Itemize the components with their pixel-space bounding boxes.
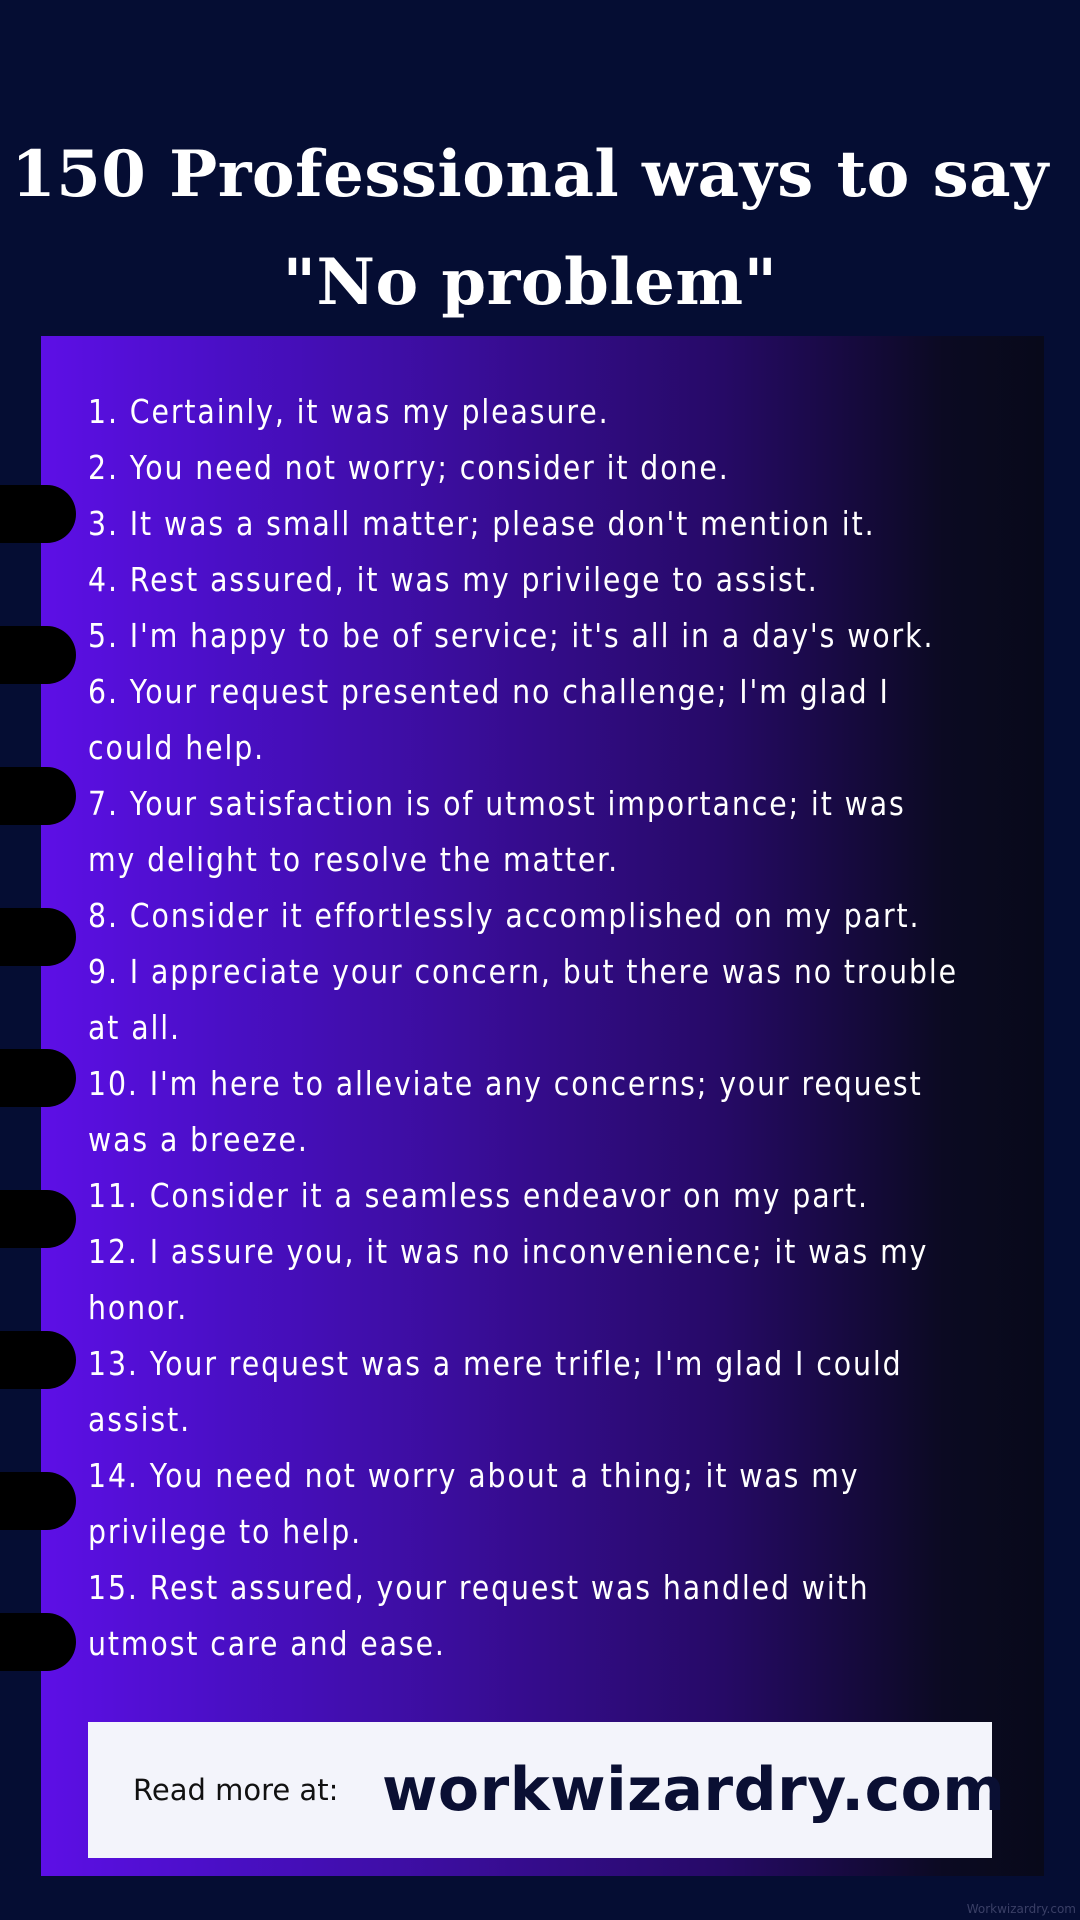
list-item: privilege to help. <box>88 1512 363 1551</box>
phrase-list <box>88 384 1018 1672</box>
list-item: 2. You need not worry; consider it done. <box>88 448 730 487</box>
binder-tab <box>0 767 76 825</box>
binder-tab <box>0 1049 76 1107</box>
list-item: 6. Your request presented no challenge; I'm glad I <box>88 672 890 711</box>
list-item: 1. Certainly, it was my pleasure. <box>88 392 610 431</box>
list-item: 8. Consider it effortlessly accomplished on my part. <box>88 896 921 935</box>
list-item: 9. I appreciate your concern, but there was no trouble <box>88 952 959 991</box>
list-item: 5. I'm happy to be of service; it's all in a day's work. <box>88 616 935 655</box>
binder-tab <box>0 1613 76 1671</box>
list-item: assist. <box>88 1400 192 1439</box>
website-link[interactable]: workwizardry.com <box>382 1755 1006 1825</box>
page-title <box>0 121 1060 337</box>
list-item: could help. <box>88 728 266 767</box>
binder-tab <box>0 1190 76 1248</box>
list-item: 11. Consider it a seamless endeavor on my part. <box>88 1176 869 1215</box>
read-more-label: Read more at: <box>133 1773 339 1807</box>
binder-tab <box>0 485 76 543</box>
list-item: 12. I assure you, it was no inconvenience; it was my <box>88 1232 929 1271</box>
list-item: honor. <box>88 1288 189 1327</box>
list-item: 10. I'm here to alleviate any concerns; your request <box>88 1064 923 1103</box>
list-item: utmost care and ease. <box>88 1624 446 1663</box>
list-item: 13. Your request was a mere trifle; I'm glad I could <box>88 1344 903 1383</box>
list-item: 4. Rest assured, it was my privilege to assist. <box>88 560 819 599</box>
list-item: at all. <box>88 1008 181 1047</box>
list-item: 15. Rest assured, your request was handled with <box>88 1568 870 1607</box>
list-item: was a breeze. <box>88 1120 309 1159</box>
page-title-line-2: "No problem" <box>282 244 778 320</box>
list-item: 14. You need not worry about a thing; it was my <box>88 1456 860 1495</box>
binder-tab <box>0 1472 76 1530</box>
binder-tab <box>0 626 76 684</box>
list-item: 3. It was a small matter; please don't mention it. <box>88 504 876 543</box>
watermark: Workwizardry.com <box>966 1902 1076 1916</box>
read-more-banner[interactable] <box>88 1722 1006 1858</box>
binder-tab <box>0 1331 76 1389</box>
page-title-line-1: 150 Professional ways to say <box>11 136 1049 212</box>
binder-tab <box>0 908 76 966</box>
list-item: my delight to resolve the matter. <box>88 840 620 879</box>
list-item: 7. Your satisfaction is of utmost importance; it was <box>88 784 906 823</box>
